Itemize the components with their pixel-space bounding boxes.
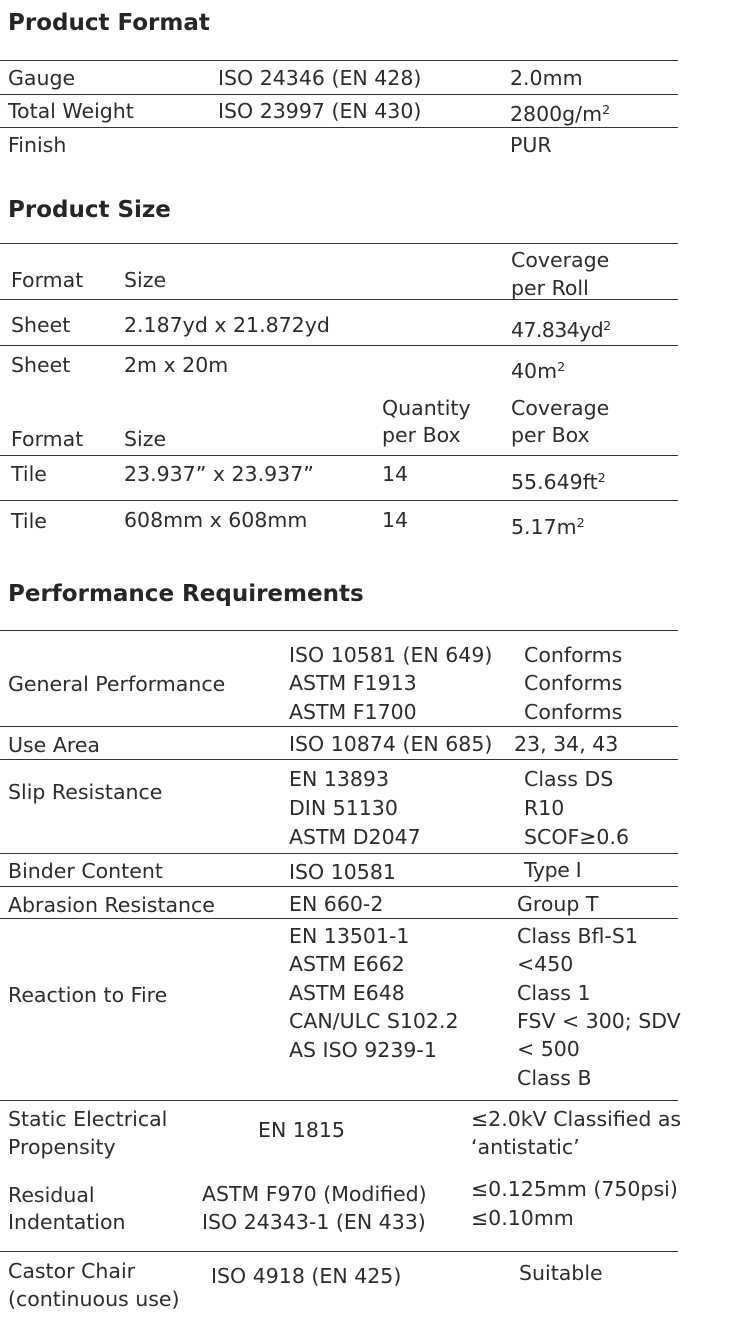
col-coverage: Coverage — [511, 248, 610, 272]
row-quantity: 14 — [382, 462, 409, 486]
row-format: Tile — [11, 509, 47, 533]
row-label: Abrasion Resistance — [8, 893, 215, 917]
row-label: Slip Resistance — [8, 780, 163, 804]
row-label: Residual — [8, 1183, 95, 1207]
row-standard: ISO 23997 (EN 430) — [218, 99, 422, 123]
divider — [0, 299, 678, 300]
row-value: Conforms — [524, 700, 623, 724]
col-format: Format — [11, 427, 84, 451]
row-value: ≤2.0kV Classified as — [471, 1107, 682, 1131]
row-format: Sheet — [11, 313, 71, 337]
row-label: Propensity — [8, 1135, 116, 1159]
row-value: <450 — [517, 952, 574, 976]
row-value: Class 1 — [517, 981, 591, 1005]
row-label: Gauge — [8, 66, 76, 90]
product-format-heading: Product Format — [8, 10, 210, 36]
divider — [0, 127, 678, 128]
row-standard: EN 13893 — [289, 767, 390, 791]
row-label: Castor Chair — [8, 1259, 136, 1283]
row-format: Tile — [11, 462, 47, 486]
divider — [0, 918, 678, 919]
row-standard: ASTM D2047 — [289, 825, 421, 849]
row-value: Conforms — [524, 671, 623, 695]
row-value: 23, 34, 43 — [514, 732, 619, 756]
row-label: Total Weight — [8, 99, 134, 123]
divider — [0, 455, 678, 456]
col-size: Size — [124, 427, 167, 451]
row-value: 2.0mm — [510, 66, 583, 90]
row-value: Class B — [517, 1066, 592, 1090]
row-standard: EN 660-2 — [289, 892, 384, 916]
divider — [0, 630, 678, 631]
row-standard: ISO 10874 (EN 685) — [289, 732, 493, 756]
row-value: PUR — [510, 133, 552, 157]
row-standard: EN 1815 — [258, 1118, 345, 1142]
divider — [0, 60, 678, 61]
divider — [0, 1251, 678, 1252]
divider — [0, 345, 678, 346]
row-label: Finish — [8, 133, 67, 157]
row-standard: ASTM F1913 — [289, 671, 417, 695]
row-value: Type I — [524, 858, 582, 882]
row-standard: EN 13501-1 — [289, 924, 410, 948]
row-size: 2m x 20m — [124, 353, 229, 377]
row-label: Use Area — [8, 733, 100, 757]
row-value: Class DS — [524, 767, 614, 791]
row-size: 2.187yd x 21.872yd — [124, 313, 330, 337]
row-value: Conforms — [524, 643, 623, 667]
row-label: Indentation — [8, 1210, 126, 1234]
row-value: R10 — [524, 796, 565, 820]
row-standard: CAN/ULC S102.2 — [289, 1009, 459, 1033]
row-label: Static Electrical — [8, 1107, 168, 1131]
row-size: 608mm x 608mm — [124, 508, 308, 532]
divider — [0, 500, 678, 501]
row-label: General Performance — [8, 672, 226, 696]
performance-heading: Performance Requirements — [8, 581, 364, 607]
row-standard: ISO 10581 (EN 649) — [289, 643, 493, 667]
row-coverage: $40m^2$ — [511, 359, 566, 383]
row-standard: ASTM F970 (Modified) — [202, 1182, 427, 1206]
row-quantity: 14 — [382, 508, 409, 532]
row-standard: ISO 24346 (EN 428) — [218, 66, 422, 90]
divider — [0, 1100, 678, 1101]
row-standard: ISO 10581 — [289, 860, 396, 884]
row-size: 23.937” x 23.937” — [124, 462, 314, 486]
col-size: Size — [124, 268, 167, 292]
row-value: ≤0.125mm (750psi) — [471, 1177, 678, 1201]
row-standard: ISO 24343-1 (EN 433) — [202, 1210, 426, 1234]
col-format: Format — [11, 268, 84, 292]
row-value: ≤0.10mm — [471, 1206, 574, 1230]
row-value: Group T — [517, 892, 599, 916]
col-coverage: per Box — [511, 423, 590, 447]
divider — [0, 94, 678, 95]
divider — [0, 853, 678, 854]
divider — [0, 759, 678, 760]
row-standard: ISO 4918 (EN 425) — [211, 1264, 402, 1288]
divider — [0, 243, 678, 244]
row-value: FSV < 300; SDV — [517, 1009, 681, 1033]
row-label: Reaction to Fire — [8, 983, 168, 1007]
col-coverage: per Roll — [511, 276, 589, 300]
product-size-heading: Product Size — [8, 197, 171, 223]
row-value: SCOF≥0.6 — [524, 825, 630, 849]
row-coverage: $47.834yd^2$ — [511, 318, 611, 342]
col-coverage: Coverage — [511, 396, 610, 420]
row-value: Class Bfl-S1 — [517, 924, 638, 948]
row-standard: AS ISO 9239-1 — [289, 1038, 437, 1062]
row-value: Suitable — [519, 1261, 603, 1285]
divider — [0, 886, 678, 887]
row-coverage: $5.17m^2$ — [511, 515, 585, 539]
row-label: Binder Content — [8, 859, 163, 883]
row-coverage: $55.649ft^2$ — [511, 470, 606, 494]
row-label: (continuous use) — [8, 1287, 180, 1311]
row-standard: DIN 51130 — [289, 796, 398, 820]
row-value: $2800g/m^2$ — [510, 102, 611, 126]
row-standard: ASTM E662 — [289, 952, 405, 976]
row-value: ‘antistatic’ — [471, 1135, 580, 1159]
row-standard: ASTM F1700 — [289, 700, 417, 724]
row-standard: ASTM E648 — [289, 981, 405, 1005]
row-value: < 500 — [517, 1037, 580, 1061]
col-quantity: Quantity — [382, 396, 471, 420]
divider — [0, 726, 678, 727]
row-format: Sheet — [11, 353, 71, 377]
col-quantity: per Box — [382, 423, 461, 447]
